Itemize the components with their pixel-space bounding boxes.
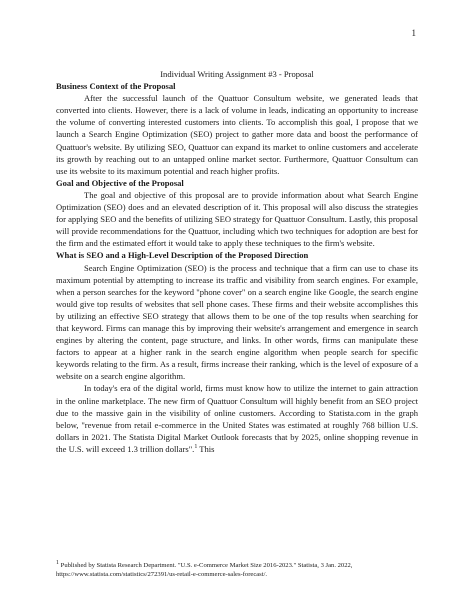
section-heading-goal-objective: Goal and Objective of the Proposal [56, 177, 184, 188]
paragraph-seo-definition: Search Engine Optimization (SEO) is the process and technique that a firm can use to chase its maximum potential by attempting to increase its traffic and visibility from search engines. For example, when a person searches for the keyword "phone cover" on a search engine like Google, the search engine would give top results of websites that sell phone cases. These firms and their website accomplishes this by utilizing an effective SEO strategy that allows them to be one of the top results when searching for that keyword. Firms can manage this by improving their website's arrangement and emergence in search engines by altering the content, page structure, and links. In other words, firms can manipulate these factors to appear at a higher rank in the search engine algorithm when people search for specific keywords relating to the firm. As a result, firms increase their ranking, which is the level of exposure of a website on a search engine algorithm. [56, 262, 418, 382]
footnote [56, 561, 420, 579]
paragraph-digital-era [56, 382, 418, 455]
footnote-reference: 1 [194, 444, 198, 451]
section-heading-business-context: Business Context of the Proposal [56, 81, 176, 92]
document-title: Individual Writing Assignment #3 - Proposal [160, 69, 314, 79]
footnote-text: Published by Statista Research Department. "U.S. e-Commerce Market Size 2016-2023." Statista, 3 Jan. 2022, https://www.statista.com/statistics/272391/us-retail-e-commerce-sales-forecast/. [56, 562, 353, 578]
paragraph-digital-era-text: In today's era of the digital world, firms must know how to utilize the internet to gain attraction in the online marketplace. The new firm of Quattuor Consultum will highly benefit from an SEO project due to the massive gain in the visibility of online customers. According to Statista.com in the graph below, "revenue from retail e-commerce in the United States was estimated at roughly 768 billion U.S. dollars in 2021. The Statista Digital Market Outlook forecasts that by 2025, online shopping revenue in the U.S. will exceed 1.3 trillion dollars". [56, 383, 418, 454]
section-heading-what-is-seo: What is SEO and a High-Level Description of the Proposed Direction [56, 250, 309, 261]
document-body [56, 68, 418, 455]
paragraph-digital-era-tail: This [197, 443, 215, 454]
footnote-marker: 1 [56, 559, 59, 566]
paragraph-goal-objective: The goal and objective of this proposal are to provide information about what Search Engine Optimization (SEO) does and an elevated description of it. This proposal will also discuss the strategies for applying SEO and the benefits of utilizing SEO strategy for Quattuor Consultum. Lastly, this proposal will provide recommendations for the Quattuor, including which two techniques for adoption are best for the firm and the estimated effort it would take to apply these techniques to the firm's website. [56, 189, 418, 249]
page-number: 1 [411, 28, 416, 38]
paragraph-business-context: After the successful launch of the Quattuor Consultum website, we generated leads that converted into clients. However, there is a lack of volume in leads, indicating an opportunity to increase the volume of converting interested customers into clients. To accomplish this goal, I propose that we launch a Search Engine Optimization (SEO) project to gather more data and boost the performance of Quattuor's website. By utilizing SEO, Quattuor can expand its market to online customers and accelerate its growth by reaching out to an untapped online market sector. Furthermore, Quattuor Consultum can use its website to its maximum potential and reach higher profits. [56, 93, 418, 176]
